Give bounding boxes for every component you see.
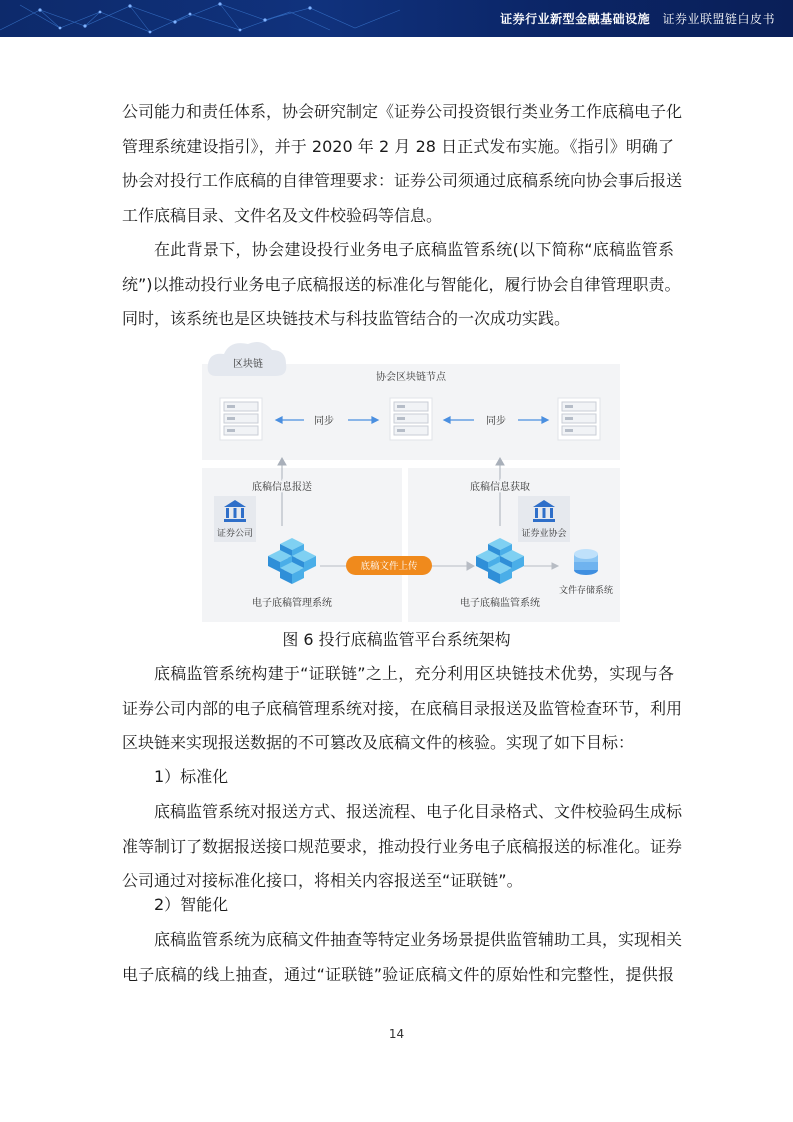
- header-banner: [0, 0, 793, 37]
- paragraph-5: [122, 923, 683, 992]
- storage-label: 文件存储系统: [558, 586, 614, 596]
- right-org-label: 证券业协会: [521, 529, 567, 539]
- cloud-label: 区块链: [233, 359, 263, 370]
- text-line: 电子底稿的线上抽查，通过“证联链”验证底稿文件的原始性和完整性，提供报: [122, 964, 674, 984]
- header-title: [500, 10, 775, 27]
- heading-intelligence: 2）智能化: [154, 895, 229, 914]
- text-line: 同时，该系统也是区块链技术与科技监管结合的一次成功实践。: [122, 309, 571, 328]
- header-title-sub: 证券业联盟链白皮书: [662, 12, 775, 26]
- architecture-diagram: [202, 336, 620, 622]
- right-flow-label: 底稿信息获取: [470, 482, 530, 493]
- sync-label: 同步: [486, 416, 506, 427]
- upload-label: 底稿文件上传: [360, 561, 418, 572]
- paragraph-1: [122, 95, 683, 233]
- node-title: 协会区块链节点: [376, 372, 446, 383]
- text-line: 公司能力和责任体系，协会研究制定《证券公司投资银行类业务工作底稿电子化: [122, 102, 683, 121]
- left-system-label: 电子底稿管理系统: [252, 598, 332, 609]
- server-icon: [558, 398, 600, 440]
- text-line: 底稿监管系统对报送方式、报送流程、电子化目录格式、文件校验码生成标: [154, 802, 683, 821]
- server-icon: [390, 398, 432, 440]
- text-line: 管理系统建设指引》，并于 2020 年 2 月 28 日正式发布实施。《指引》明确了: [122, 136, 674, 156]
- text-line: 工作底稿目录、文件名及文件校验码等信息。: [122, 205, 443, 225]
- server-icon: [220, 398, 262, 440]
- left-org-label: 证券公司: [216, 529, 254, 539]
- database-icon: [574, 549, 598, 575]
- paragraph-2: [122, 233, 681, 337]
- left-flow-label: 底稿信息报送: [252, 482, 312, 493]
- text-line: 准等制订了数据报送接口规范要求，推动投行业务电子底稿报送的标准化。证券: [122, 836, 683, 856]
- text-line: 公司通过对接标准化接口，将相关内容报送至“证联链”。: [122, 871, 523, 890]
- sync-label: 同步: [314, 416, 334, 427]
- text-line: 统”)以推动投行业务电子底稿报送的标准化与智能化，履行协会自律管理职责。: [122, 274, 681, 294]
- header-title-main: 证券行业新型金融基础设施: [500, 12, 651, 26]
- text-line: 协会对投行工作底稿的自律管理要求：证券公司须通过底稿系统向协会事后报送: [122, 171, 683, 190]
- text-line: 证券公司内部的电子底稿管理系统对接，在底稿目录报送及监管检查环节，利用: [122, 698, 683, 718]
- text-line: 在此背景下，协会建设投行业务电子底稿监管系统(以下简称“底稿监管系: [154, 240, 674, 259]
- right-system-label: 电子底稿监管系统: [460, 598, 540, 609]
- text-line: 底稿监管系统为底稿文件抽查等特定业务场景提供监管辅助工具，实现相关: [154, 930, 683, 949]
- heading-standardization: 1）标准化: [154, 767, 229, 786]
- paragraph-4: [122, 795, 683, 899]
- text-line: 区块链来实现报送数据的不可篡改及底稿文件的核验。实现了如下目标：: [122, 733, 635, 752]
- figure-caption: 图 6 投行底稿监管平台系统架构: [282, 630, 511, 649]
- text-line: 底稿监管系统构建于“证联链”之上，充分利用区块链技术优势，实现与各: [154, 664, 674, 683]
- page-number: 14: [388, 1027, 405, 1041]
- paragraph-3: [122, 657, 683, 761]
